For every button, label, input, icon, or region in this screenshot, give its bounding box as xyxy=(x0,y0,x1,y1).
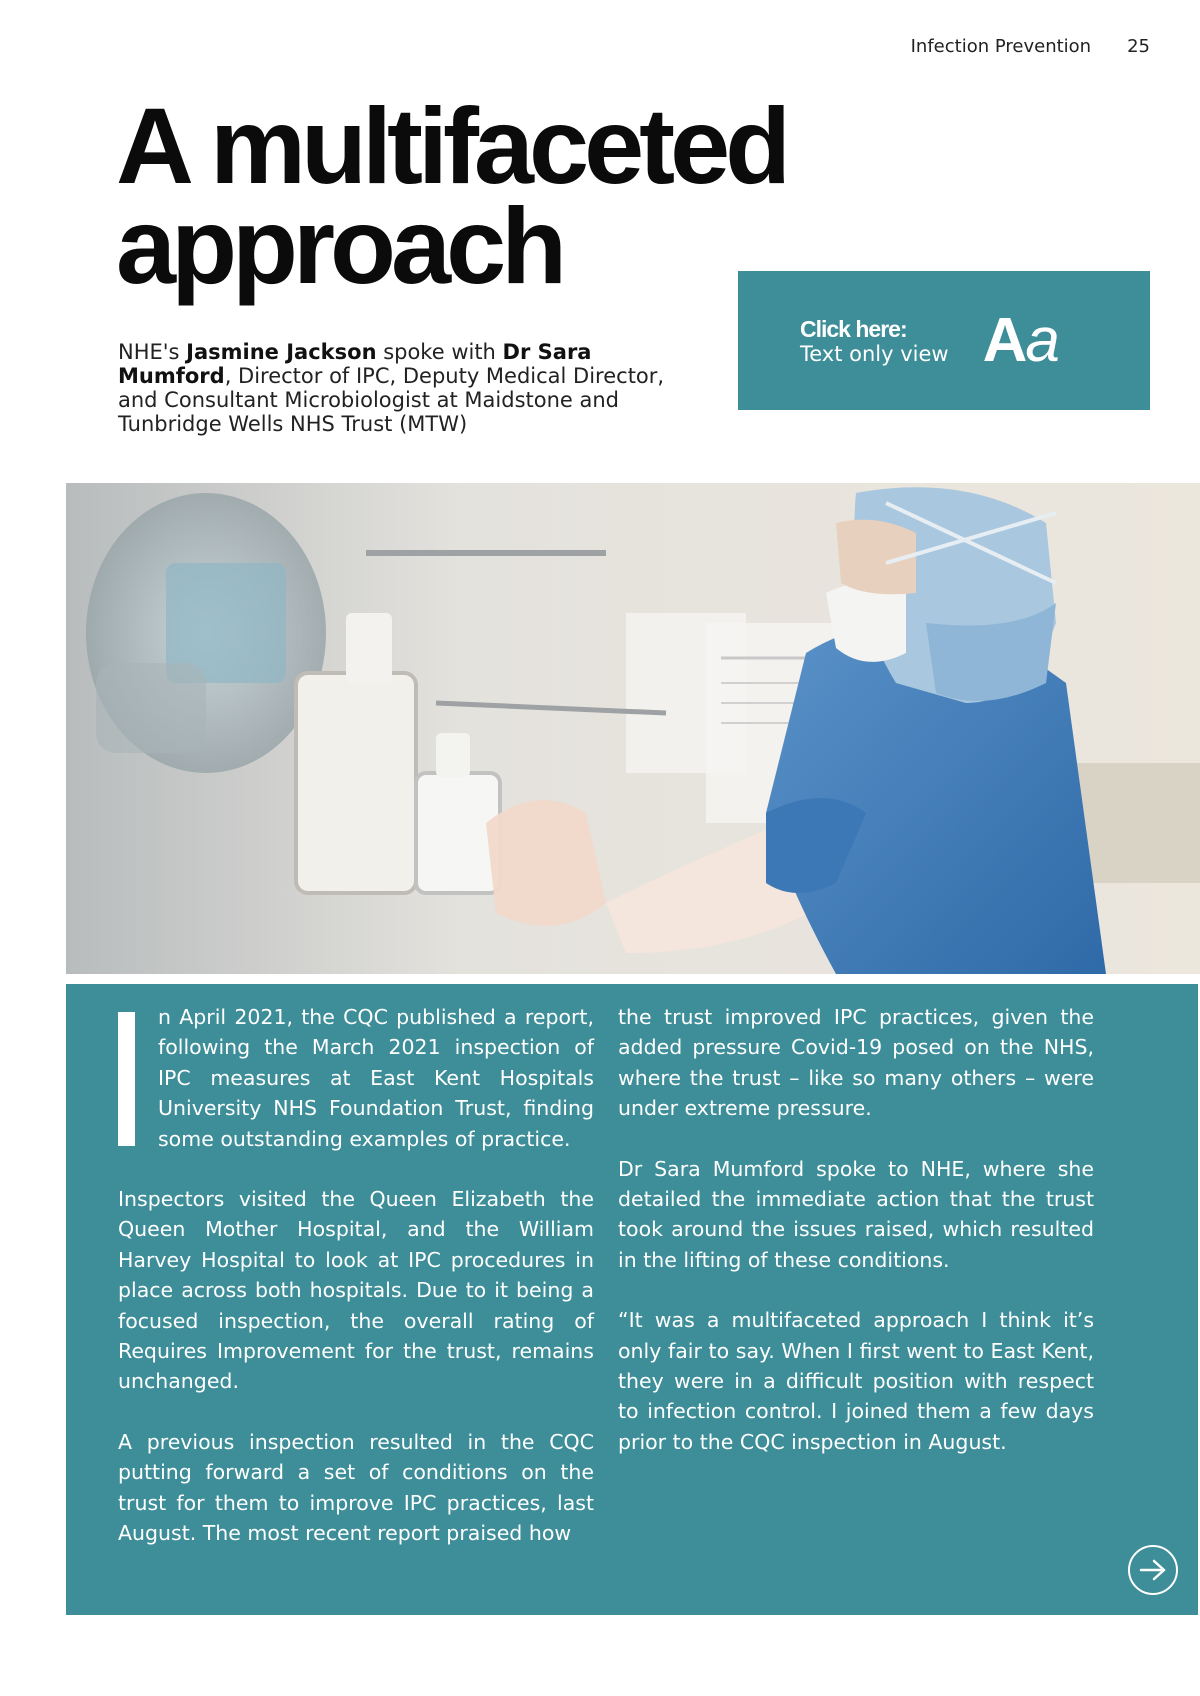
hero-photo xyxy=(66,483,1200,974)
standfirst-suffix: , Director of IPC, Deputy Medical Director, and Consultant Microbiologist at Maidstone and Tunbridge Wells NHS Trust (MTW) xyxy=(118,364,665,436)
standfirst xyxy=(118,340,678,436)
photo-handwashing-clinician xyxy=(66,483,1200,974)
title-line-2: approach xyxy=(116,185,563,306)
interviewee-name: Dr Sara Mumford xyxy=(118,340,592,388)
article-paragraph-3: A previous inspection resulted in the CQC putting forward a set of conditions on the trust for them to improve IPC practices, last August. The most recent report praised how xyxy=(118,1429,594,1546)
page-number: 25 xyxy=(1127,36,1150,57)
article-column-left xyxy=(118,1002,594,1579)
section-label: Infection Prevention xyxy=(910,36,1092,57)
page-title xyxy=(116,85,787,306)
font-icon-upper: A xyxy=(982,305,1026,375)
title-line-1: A multifaceted xyxy=(116,85,787,206)
article-paragraph-1 xyxy=(118,1002,594,1154)
paragraph-text: n April 2021, the CQC published a report, following the March 2021 inspection of IPC measures at East Kent Hospitals University NHS Foundation Trust, finding some outstanding examples of practice. xyxy=(158,1005,594,1151)
cta-title: Click here: xyxy=(800,315,907,342)
running-header xyxy=(911,36,1150,57)
next-page-button[interactable] xyxy=(1128,1545,1178,1595)
standfirst-prefix: NHE's xyxy=(118,340,187,364)
author-name: Jasmine Jackson xyxy=(186,340,377,364)
article-paragraph-5: Dr Sara Mumford spoke to NHE, where she detailed the immediate action that the trust took around the issues raised, which resulted in the lifting of these conditions. xyxy=(618,1156,1094,1272)
arrow-right-circle-icon xyxy=(1139,1559,1167,1581)
article-column-right xyxy=(618,1002,1094,1487)
standfirst-middle: spoke with xyxy=(376,340,503,364)
drop-cap xyxy=(118,1012,135,1146)
font-size-icon xyxy=(982,305,1058,375)
article-paragraph-2: Inspectors visited the Queen Elizabeth the Queen Mother Hospital, and the William Harvey Hospital to look at IPC procedures in place across both hospitals. Due to it being a focused inspection, the overall rating of Requires Improvement for the trust, remains unchanged. xyxy=(118,1187,594,1394)
cta-text xyxy=(800,316,949,366)
text-only-view-button[interactable] xyxy=(738,271,1150,410)
article-paragraph-4: the trust improved IPC practices, given the added pressure Covid-19 posed on the NHS, where the trust – like so many others – were under extreme pressure. xyxy=(618,1005,1094,1121)
article-paragraph-6: “It was a multifaceted approach I think it’s only fair to say. When I first went to East Kent, they were in a difficult position with respect to infection control. I joined them a few days prior to the CQC inspection in August. xyxy=(618,1308,1094,1454)
article-panel xyxy=(66,984,1198,1615)
font-icon-lower: a xyxy=(1025,305,1058,375)
cta-subtitle: Text only view xyxy=(800,341,949,366)
